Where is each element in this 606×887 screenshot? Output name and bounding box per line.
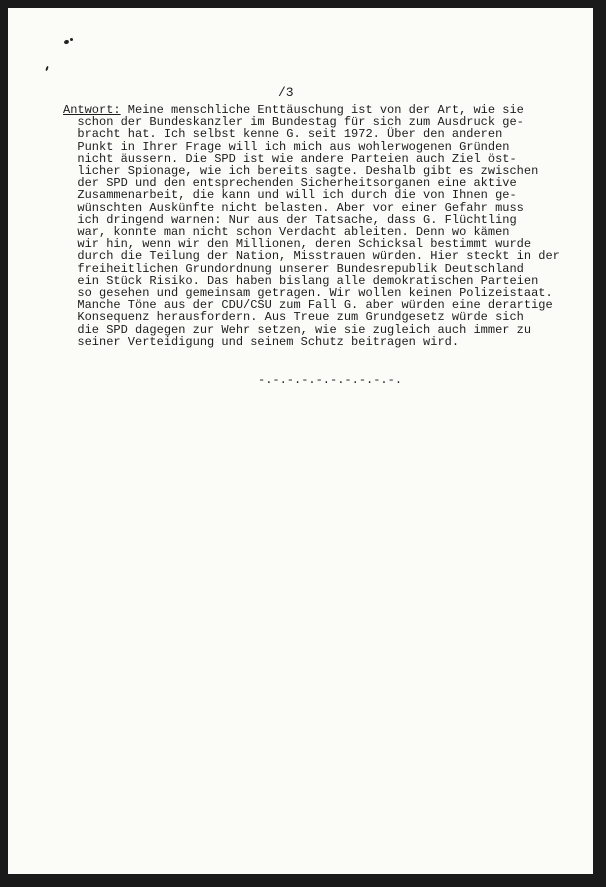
- text-line: freiheitlichen Grundordnung unserer Bundesrepublik Deutschland: [63, 261, 524, 276]
- answer-paragraph: [63, 104, 583, 348]
- text-line: so gesehen und gemeinsam getragen. Wir wollen keinen Polizeistaat.: [63, 286, 553, 301]
- answer-label: Antwort:: [63, 103, 121, 117]
- text-line: ich dringend warnen: Nur aus der Tatsache, dass G. Flüchtling: [63, 212, 517, 227]
- text-line: seiner Verteidigung und seinem Schutz beitragen wird.: [63, 334, 460, 349]
- text-line: bracht hat. Ich selbst kenne G. seit 1972. Über den anderen: [63, 127, 503, 142]
- text-line: die SPD dagegen zur Wehr setzen, wie sie zugleich auch immer zu: [63, 322, 532, 337]
- text-line: wir hin, wenn wir den Millionen, deren Schicksal bestimmt wurde: [63, 237, 532, 252]
- ink-speck: [63, 39, 69, 44]
- text-line: ein Stück Risiko. Das haben bislang alle demokratischen Parteien: [63, 273, 539, 288]
- text-line: der SPD und den entsprechenden Sicherheitsorganen eine aktive: [63, 176, 517, 191]
- document-page: [8, 8, 593, 874]
- end-separator: -.-.-.-.-.-.-.-.-.-.: [258, 373, 403, 387]
- text-line: Meine menschliche Enttäuschung ist von der Art, wie sie: [120, 103, 524, 117]
- text-line: Konsequenz herausfordern. Aus Treue zum Grundgesetz würde sich: [63, 310, 524, 325]
- text-line: Manche Töne aus der CDU/CSU zum Fall G. aber würden eine derartige: [63, 298, 553, 313]
- text-line: Zusammenarbeit, die kann und will ich durch die von Ihnen ge-: [63, 188, 517, 203]
- page-number: /3: [278, 85, 294, 100]
- text-line: war, konnte man nicht schon Verdacht ableiten. Denn wo kämen: [63, 225, 510, 240]
- text-line: schon der Bundeskanzler im Bundestag für sich zum Ausdruck ge-: [63, 115, 524, 130]
- text-line: wünschten Auskünfte nicht belasten. Aber vor einer Gefahr muss: [63, 200, 524, 215]
- text-line: licher Spionage, wie ich bereits sagte. Deshalb gibt es zwischen: [63, 164, 539, 179]
- text-line: Punkt in Ihrer Frage will ich mich aus wohlerwogenen Gründen: [63, 139, 510, 154]
- text-line: nicht äussern. Die SPD ist wie andere Parteien auch Ziel öst-: [63, 151, 517, 166]
- text-line: durch die Teilung der Nation, Misstrauen würden. Hier steckt in der: [63, 249, 560, 264]
- ink-speck: [45, 66, 49, 71]
- ink-speck: [70, 38, 73, 41]
